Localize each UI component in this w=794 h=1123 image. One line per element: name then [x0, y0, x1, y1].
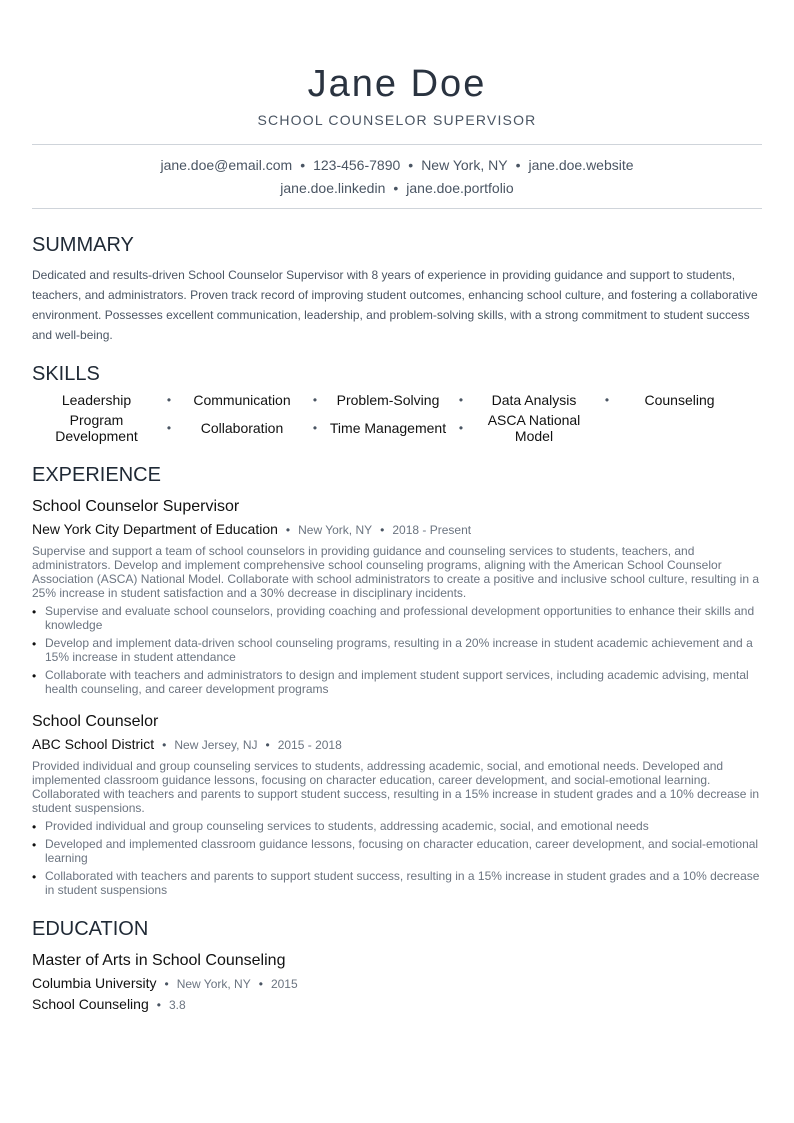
contact-email[interactable]: jane.doe@email.com: [160, 157, 293, 173]
separator-dot: •: [265, 738, 270, 752]
header-divider-bottom: [32, 208, 762, 209]
education-heading: EDUCATION: [32, 918, 149, 940]
job-bullets: [32, 819, 762, 897]
education-gpa: 3.8: [168, 998, 186, 1012]
candidate-name: Jane Doe: [307, 63, 487, 105]
separator-dot: •: [458, 393, 464, 407]
skills-heading: SKILLS: [32, 363, 100, 385]
skill-item: Collaboration: [200, 420, 284, 436]
job-org: New York City Department of Education: [32, 521, 278, 537]
separator-dot: •: [162, 738, 167, 752]
job-title: School Counselor: [32, 713, 159, 730]
skill-item: Problem-Solving: [336, 392, 440, 408]
job-meta: [32, 735, 762, 754]
job-dates: 2015 - 2018: [277, 738, 342, 752]
education-location: New York, NY: [176, 977, 251, 991]
contact-line-1: [32, 154, 762, 177]
job-dates: 2018 - Present: [392, 523, 472, 537]
experience-heading: EXPERIENCE: [32, 464, 161, 486]
education-year: 2015: [270, 977, 298, 991]
list-item: • Developed and implemented classroom guidance lessons, focusing on character education, career development, and social-emotional learning: [32, 837, 762, 865]
list-item: • Collaborated with teachers and parents to support student success, resulting in a 15% increase in student grades and a 10% decrease in student suspensions: [32, 869, 762, 897]
job-title: School Counselor Supervisor: [32, 498, 240, 515]
candidate-title: SCHOOL COUNSELOR SUPERVISOR: [257, 112, 537, 128]
separator-dot: •: [285, 523, 291, 537]
job-location: New Jersey, NJ: [174, 738, 258, 752]
skill-item: Leadership: [61, 392, 132, 408]
skill-item: Program Development: [55, 412, 138, 444]
resume-header: [32, 0, 762, 128]
summary-text: Dedicated and results-driven School Counselor Supervisor with 8 years of experience in providing guidance and support to students, teachers, and administrators. Proven track record of improving student outcomes, enhancing school culture, and fostering a collaborative environment. Possesses excellent communication, leadership, and problem-solving skills, with a strong commitment to student success and well-being.: [32, 268, 758, 342]
separator-dot: •: [312, 393, 318, 407]
contact-phone[interactable]: 123-456-7890: [313, 157, 401, 173]
list-item: • Develop and implement data-driven school counseling programs, resulting in a 20% increase in student academic achievement and a 15% increase in student attendance: [32, 636, 762, 664]
summary-heading: SUMMARY: [32, 234, 134, 256]
skill-item: ASCA National Model: [487, 412, 581, 444]
skill-item: Communication: [193, 392, 291, 408]
job-entry: [32, 712, 762, 897]
list-item: • Collaborate with teachers and administrators to design and implement student support services, including academic advising, mental health counseling, and career development programs: [32, 668, 762, 696]
education-meta: [32, 974, 762, 993]
list-item: • Provided individual and group counseling services to students, addressing academic, social, and emotional needs: [32, 819, 762, 833]
job-location: New York, NY: [298, 523, 373, 537]
job-org: ABC School District: [32, 736, 155, 752]
job-entry: [32, 497, 762, 696]
contact-portfolio[interactable]: jane.doe.portfolio: [406, 180, 514, 196]
separator-dot: •: [156, 998, 161, 1012]
separator-dot: •: [258, 977, 263, 991]
separator-dot: •: [408, 157, 414, 173]
job-description: Supervise and support a team of school counselors in providing guidance and counseling services to students, teachers, and administrators. Develop and implement comprehensive school counseling programs, aligning with the American School Counselor Association (ASCA) National Model. Collaborate with school administrators to create a positive and inclusive school culture, resulting in a 25% increase in student satisfaction and a 30% decrease in disciplinary incidents.: [32, 544, 760, 600]
contact-linkedin[interactable]: jane.doe.linkedin: [280, 180, 386, 196]
separator-dot: •: [604, 393, 610, 407]
job-description: Provided individual and group counseling services to students, addressing academic, social, and emotional needs. Developed and implemented classroom guidance lessons, focusing on character education, career development, and social-emotional learning. Collaborated with teachers and parents to support student success, resulting in a 15% increase in student grades and a 10% decrease in student suspensions.: [32, 759, 760, 815]
contact-website[interactable]: jane.doe.website: [528, 157, 634, 173]
job-meta: [32, 520, 762, 539]
separator-dot: •: [380, 523, 385, 537]
separator-dot: •: [166, 393, 172, 407]
education-field-meta: [32, 995, 762, 1014]
skill-item: Time Management: [329, 420, 447, 436]
separator-dot: •: [458, 421, 464, 435]
contact-location: New York, NY: [421, 157, 508, 173]
contact-info: [32, 145, 762, 208]
separator-dot: •: [164, 977, 169, 991]
skill-item: Counseling: [644, 392, 715, 408]
separator-dot: •: [393, 180, 399, 196]
list-item: • Supervise and evaluate school counselors, providing coaching and professional development opportunities to enhance their skills and knowledge: [32, 604, 762, 632]
separator-dot: •: [515, 157, 521, 173]
education-degree: Master of Arts in School Counseling: [32, 952, 286, 969]
education-field: School Counseling: [32, 996, 149, 1012]
contact-line-2: [32, 177, 762, 200]
education-school: Columbia University: [32, 975, 157, 991]
separator-dot: •: [166, 421, 172, 435]
separator-dot: •: [312, 421, 318, 435]
skill-item: Data Analysis: [491, 392, 577, 408]
separator-dot: •: [300, 157, 306, 173]
skills-list: [32, 392, 762, 444]
job-bullets: [32, 604, 762, 696]
